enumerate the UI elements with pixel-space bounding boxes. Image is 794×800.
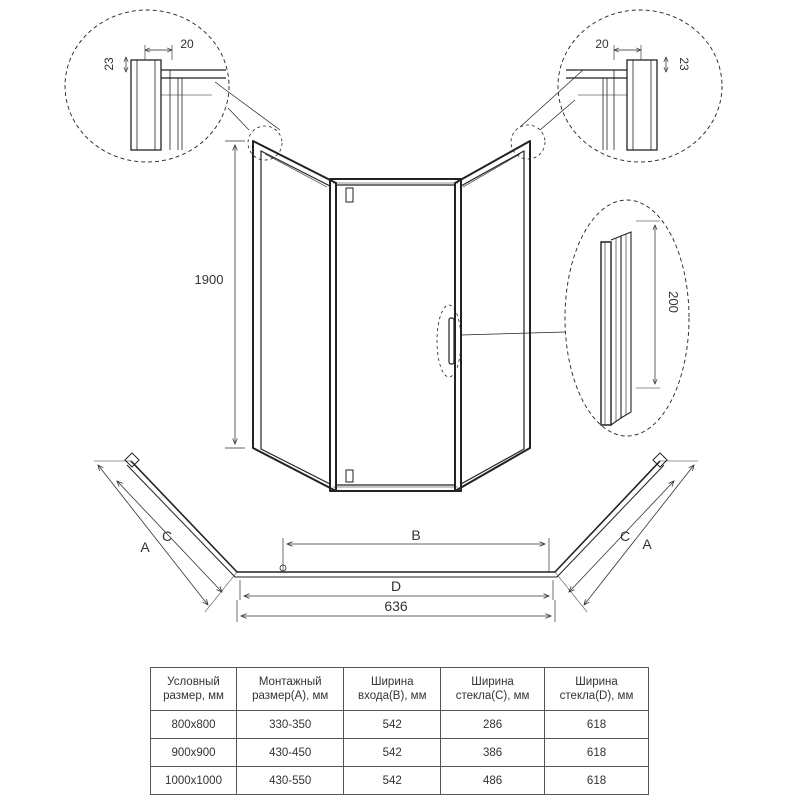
- header-line: размер(А), мм: [252, 690, 329, 702]
- door-handle: [449, 318, 454, 364]
- header-line: стекла(С), мм: [455, 690, 530, 702]
- plan-view: [125, 453, 667, 577]
- label-a-right: A: [642, 536, 652, 552]
- table-cell: 430-550: [237, 767, 344, 795]
- table-cell: 800x800: [151, 711, 237, 739]
- header-line: Ширина: [471, 676, 514, 688]
- right-side-panel: [455, 141, 530, 491]
- header-entry-width: [344, 668, 441, 711]
- table-cell: 542: [344, 739, 441, 767]
- front-door-panel: [330, 179, 461, 491]
- table-cell: 430-450: [237, 739, 344, 767]
- table-cell: 542: [344, 767, 441, 795]
- label-c-right: C: [619, 528, 631, 544]
- table-cell: 618: [545, 767, 649, 795]
- profile-height-label: 200: [666, 291, 681, 313]
- label-d: D: [390, 578, 402, 594]
- size-spec-table: [150, 667, 649, 795]
- header-line: Условный: [167, 676, 220, 688]
- detail-tr-depth-label: 23: [677, 57, 691, 71]
- table-cell: 900x900: [151, 739, 237, 767]
- header-nominal-size: [151, 668, 237, 711]
- table-cell: 286: [441, 711, 545, 739]
- left-side-panel: [253, 141, 336, 491]
- table-cell: 1000x1000: [151, 767, 237, 795]
- header-line: Монтажный: [258, 676, 322, 688]
- header-line: Ширина: [575, 676, 618, 688]
- corner-detail-top-left: [65, 10, 282, 162]
- height-label: 1900: [194, 272, 224, 287]
- table-cell: 542: [344, 711, 441, 739]
- header-line: стекла(D), мм: [559, 690, 634, 702]
- detail-tl-depth-label: 23: [102, 57, 116, 71]
- table-row: [151, 767, 649, 795]
- label-c-left: C: [161, 528, 173, 544]
- header-line: размер, мм: [163, 690, 224, 702]
- detail-tl-width-label: 20: [180, 37, 194, 51]
- table-cell: 618: [545, 739, 649, 767]
- handle-profile-detail: [437, 200, 689, 436]
- table-cell: 386: [441, 739, 545, 767]
- header-glass-d-width: [545, 668, 649, 711]
- table-cell: 618: [545, 711, 649, 739]
- label-a-left: A: [140, 539, 150, 555]
- header-mounting-size: [237, 668, 344, 711]
- table-cell: 486: [441, 767, 545, 795]
- table-header-row: [151, 668, 649, 711]
- label-b: B: [411, 527, 421, 543]
- dimension-b: [283, 538, 549, 572]
- label-base-width: 636: [384, 598, 408, 614]
- detail-tr-width-label: 20: [595, 37, 609, 51]
- bottom-hinge: [346, 470, 353, 482]
- header-line: Ширина: [370, 676, 414, 688]
- top-hinge: [346, 188, 353, 202]
- header-glass-c-width: [441, 668, 545, 711]
- table-cell: 330-350: [237, 711, 344, 739]
- header-line: входа(В), мм: [357, 690, 427, 702]
- height-dimension: [225, 141, 245, 448]
- front-view: [253, 141, 530, 491]
- table-row: [151, 739, 649, 767]
- corner-detail-top-right: [511, 10, 722, 162]
- table-row: [151, 711, 649, 739]
